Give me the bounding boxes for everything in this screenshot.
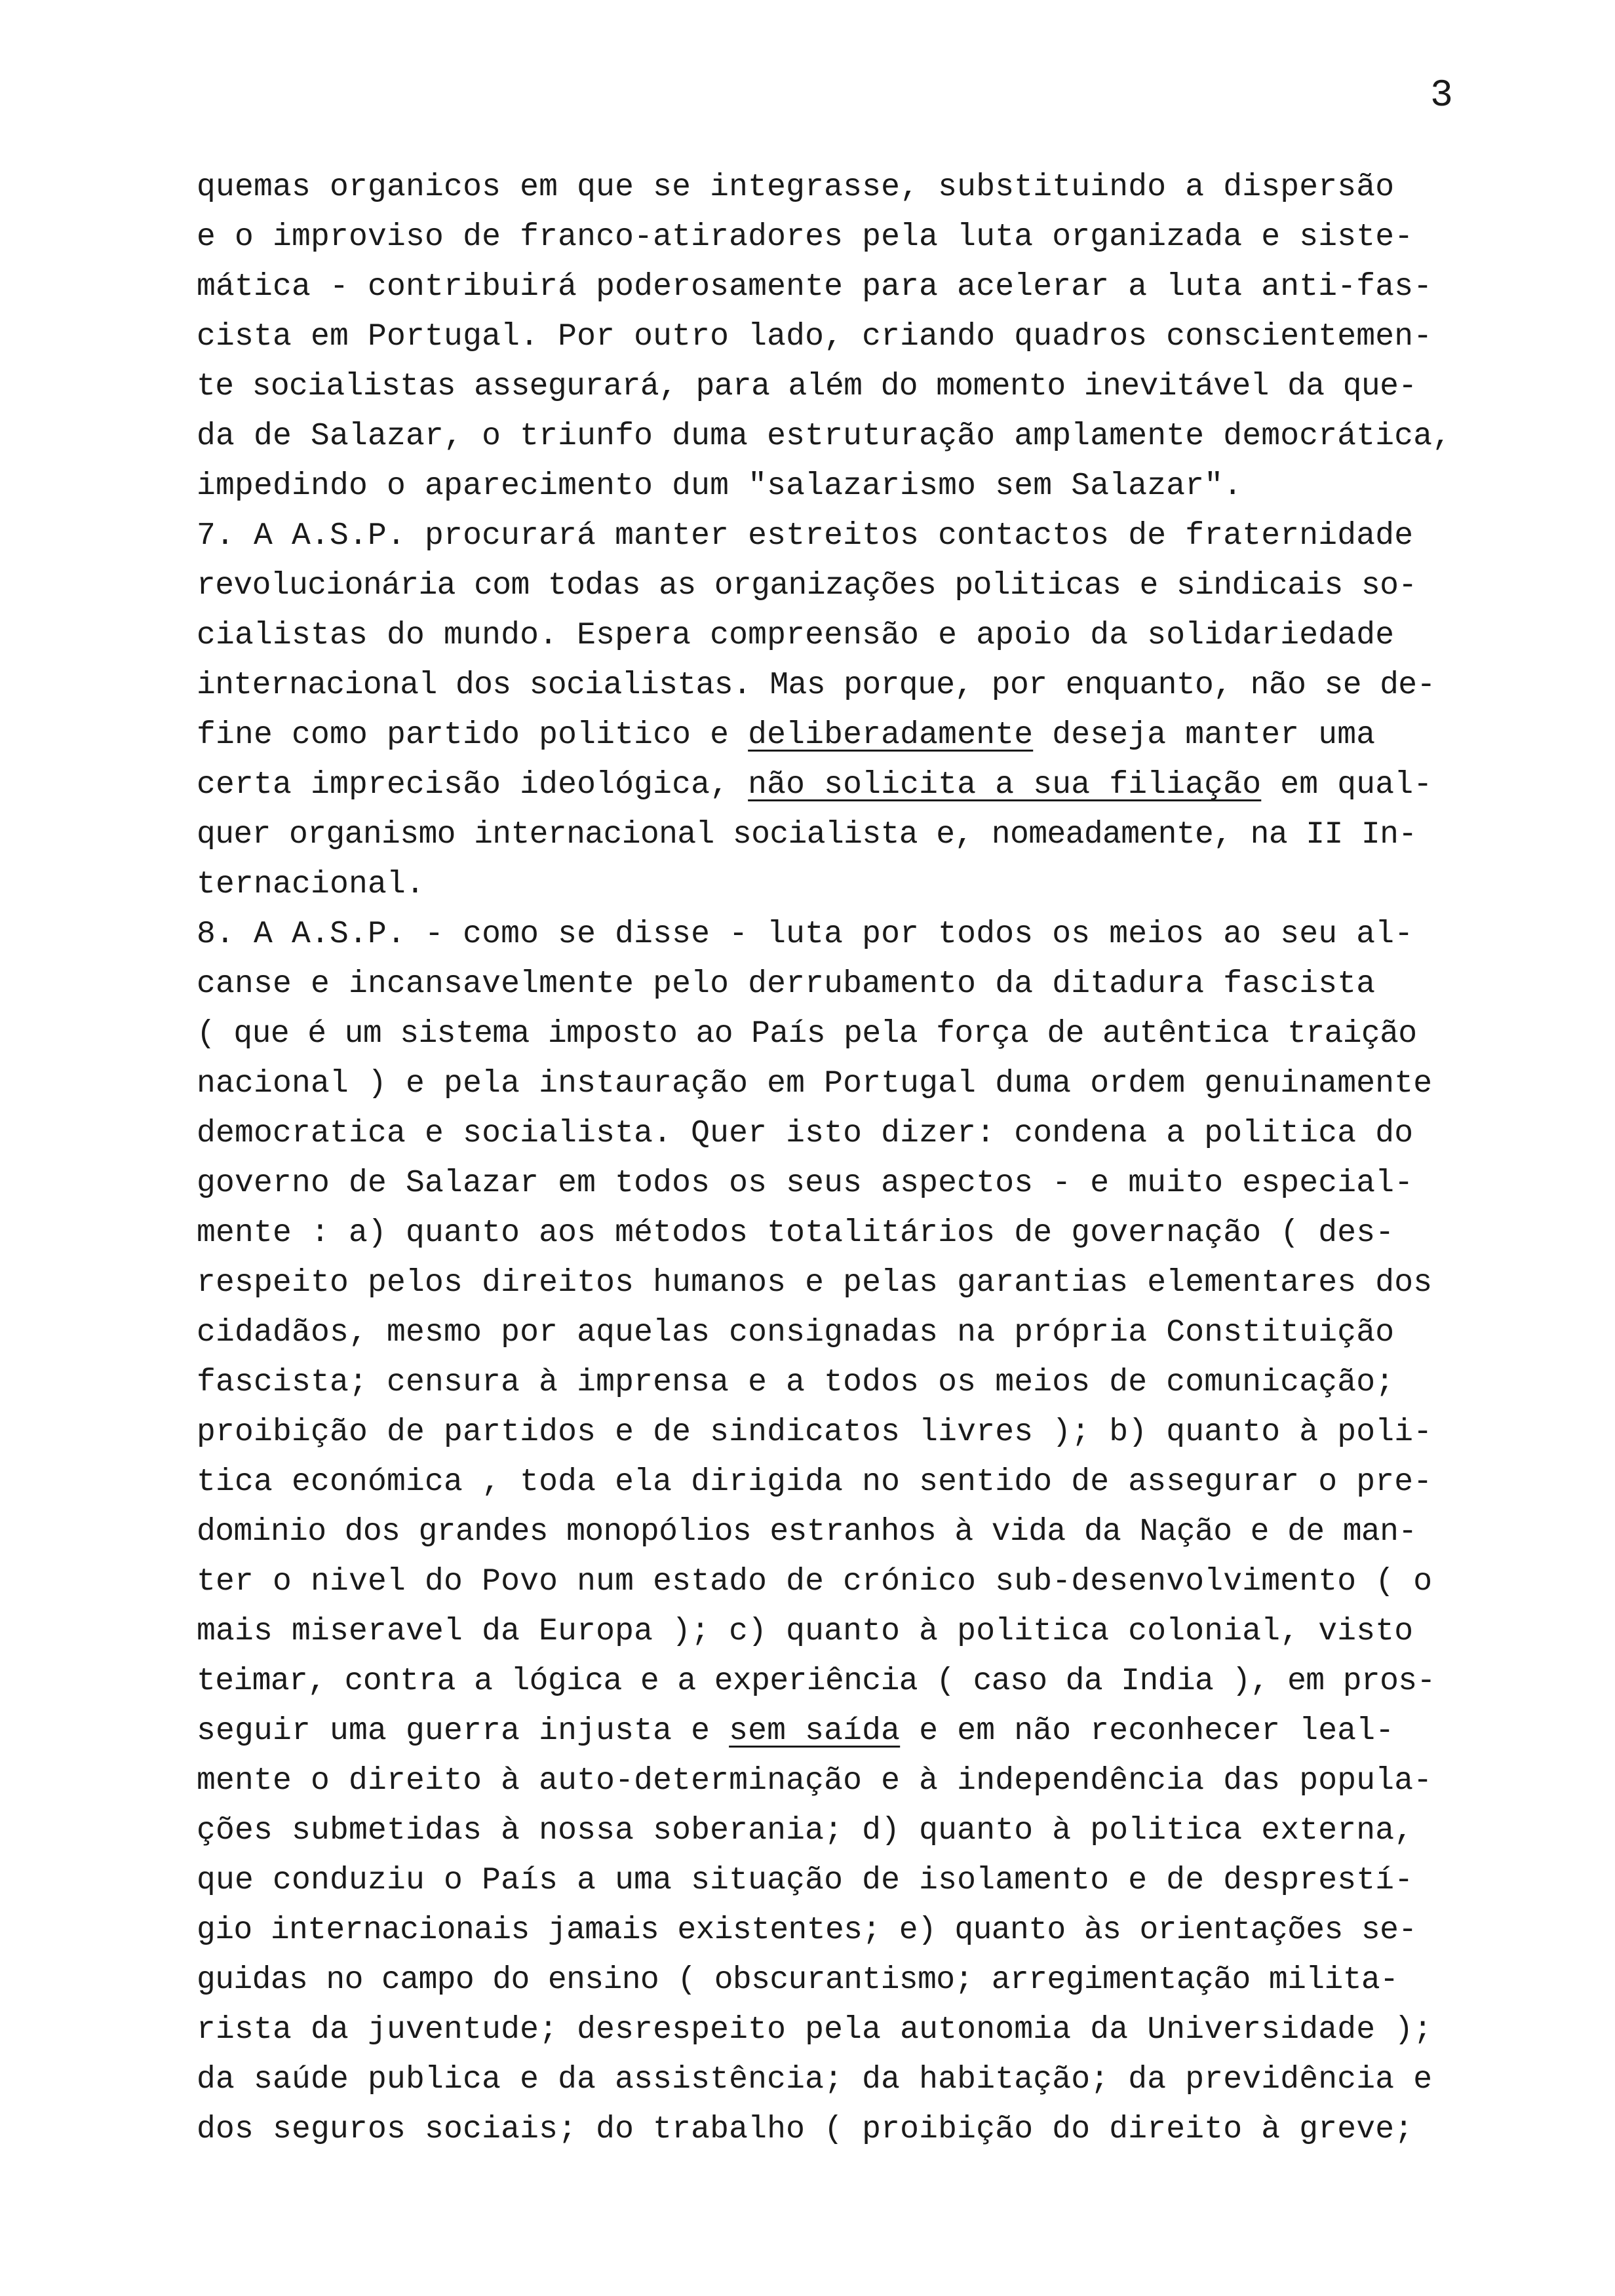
text-line: nacional ) e pela instauração em Portugal duma ordem genuinamente: [197, 1066, 1433, 1101]
text-line: revolucionária com todas as organizações politicas e sindicais so-: [197, 568, 1417, 603]
text-line: te socialistas assegurará, para além do momento inevitável da que-: [197, 369, 1417, 404]
text-line: gio internacionais jamais existentes; e) quanto às orientações se-: [197, 1913, 1417, 1948]
text-line: cidadãos, mesmo por aquelas consignadas na própria Constituição: [197, 1315, 1395, 1350]
text-line: ternacional.: [197, 867, 425, 902]
text-line: teimar, contra a lógica e a experiência ( caso da India ), em pros-: [197, 1664, 1435, 1699]
text-line: guidas no campo do ensino ( obscurantismo; arregimentação milita-: [197, 1962, 1399, 1998]
text-line: da de Salazar, o triunfo duma estruturação amplamente democrática,: [197, 419, 1452, 454]
text-line: ter o nivel do Povo num estado de crónico sub-desenvolvimento ( o: [197, 1564, 1433, 1599]
text-line: internacional dos socialistas. Mas porque, por enquanto, não se de-: [197, 668, 1435, 703]
text-line: que conduziu o País a uma situação de isolamento e de desprestí-: [197, 1863, 1414, 1898]
document-body: [197, 163, 1540, 2154]
text-line: governo de Salazar em todos os seus aspectos - e muito especial-: [197, 1166, 1414, 1201]
text-line: proibição de partidos e de sindicatos livres ); b) quanto à poli-: [197, 1415, 1433, 1450]
text-line: e o improviso de franco-atiradores pela luta organizada e siste-: [197, 220, 1414, 255]
text-line: certa imprecisão ideológica, não solicita a sua filiação em qual-: [197, 767, 1433, 803]
text-line: 8. A A.S.P. - como se disse - luta por todos os meios ao seu al-: [197, 917, 1414, 952]
text-line: mente : a) quanto aos métodos totalitários de governação ( des-: [197, 1215, 1395, 1251]
text-line: da saúde publica e da assistência; da habitação; da previdência e: [197, 2062, 1433, 2097]
text-line: dos seguros sociais; do trabalho ( proibição do direito à greve;: [197, 2112, 1414, 2147]
text-line: quemas organicos em que se integrasse, substituindo a dispersão: [197, 170, 1395, 205]
text-line: fine como partido politico e deliberadamente deseja manter uma: [197, 718, 1376, 753]
text-line: rista da juventude; desrespeito pela autonomia da Universidade );: [197, 2012, 1433, 2048]
text-line: seguir uma guerra injusta e sem saída e em não reconhecer leal-: [197, 1713, 1395, 1749]
text-line: mais miseravel da Europa ); c) quanto à politica colonial, visto: [197, 1614, 1414, 1649]
text-line: mente o direito à auto-determinação e à independência das popula-: [197, 1763, 1433, 1799]
text-line: dominio dos grandes monopólios estranhos à vida da Nação e de man-: [197, 1514, 1417, 1550]
text-line: democratica e socialista. Quer isto dizer: condena a politica do: [197, 1116, 1414, 1151]
text-line: impedindo o aparecimento dum "salazarismo sem Salazar".: [197, 469, 1243, 504]
text-line: tica económica , toda ela dirigida no sentido de assegurar o pre-: [197, 1464, 1433, 1500]
text-line: ções submetidas à nossa soberania; d) quanto à politica externa,: [197, 1813, 1414, 1848]
text-line: ( que é um sistema imposto ao País pela força de autêntica traição: [197, 1016, 1417, 1052]
text-line: fascista; censura à imprensa e a todos os meios de comunicação;: [197, 1365, 1395, 1400]
underlined-text: não solicita a sua filiação: [748, 767, 1262, 803]
text-line: respeito pelos direitos humanos e pelas garantias elementares dos: [197, 1265, 1433, 1301]
page-number: 3: [1430, 75, 1453, 117]
text-line: mática - contribuirá poderosamente para acelerar a luta anti-fas-: [197, 269, 1433, 305]
text-line: quer organismo internacional socialista e, nomeadamente, na II In-: [197, 817, 1417, 852]
text-line: cista em Portugal. Por outro lado, criando quadros conscientemen-: [197, 319, 1433, 354]
underlined-text: sem saída: [729, 1713, 901, 1749]
underlined-text: deliberadamente: [748, 718, 1034, 753]
text-line: cialistas do mundo. Espera compreensão e apoio da solidariedade: [197, 618, 1395, 653]
text-line: canse e incansavelmente pelo derrubamento da ditadura fascista: [197, 966, 1376, 1002]
text-line: 7. A A.S.P. procurará manter estreitos contactos de fraternidade: [197, 518, 1414, 554]
